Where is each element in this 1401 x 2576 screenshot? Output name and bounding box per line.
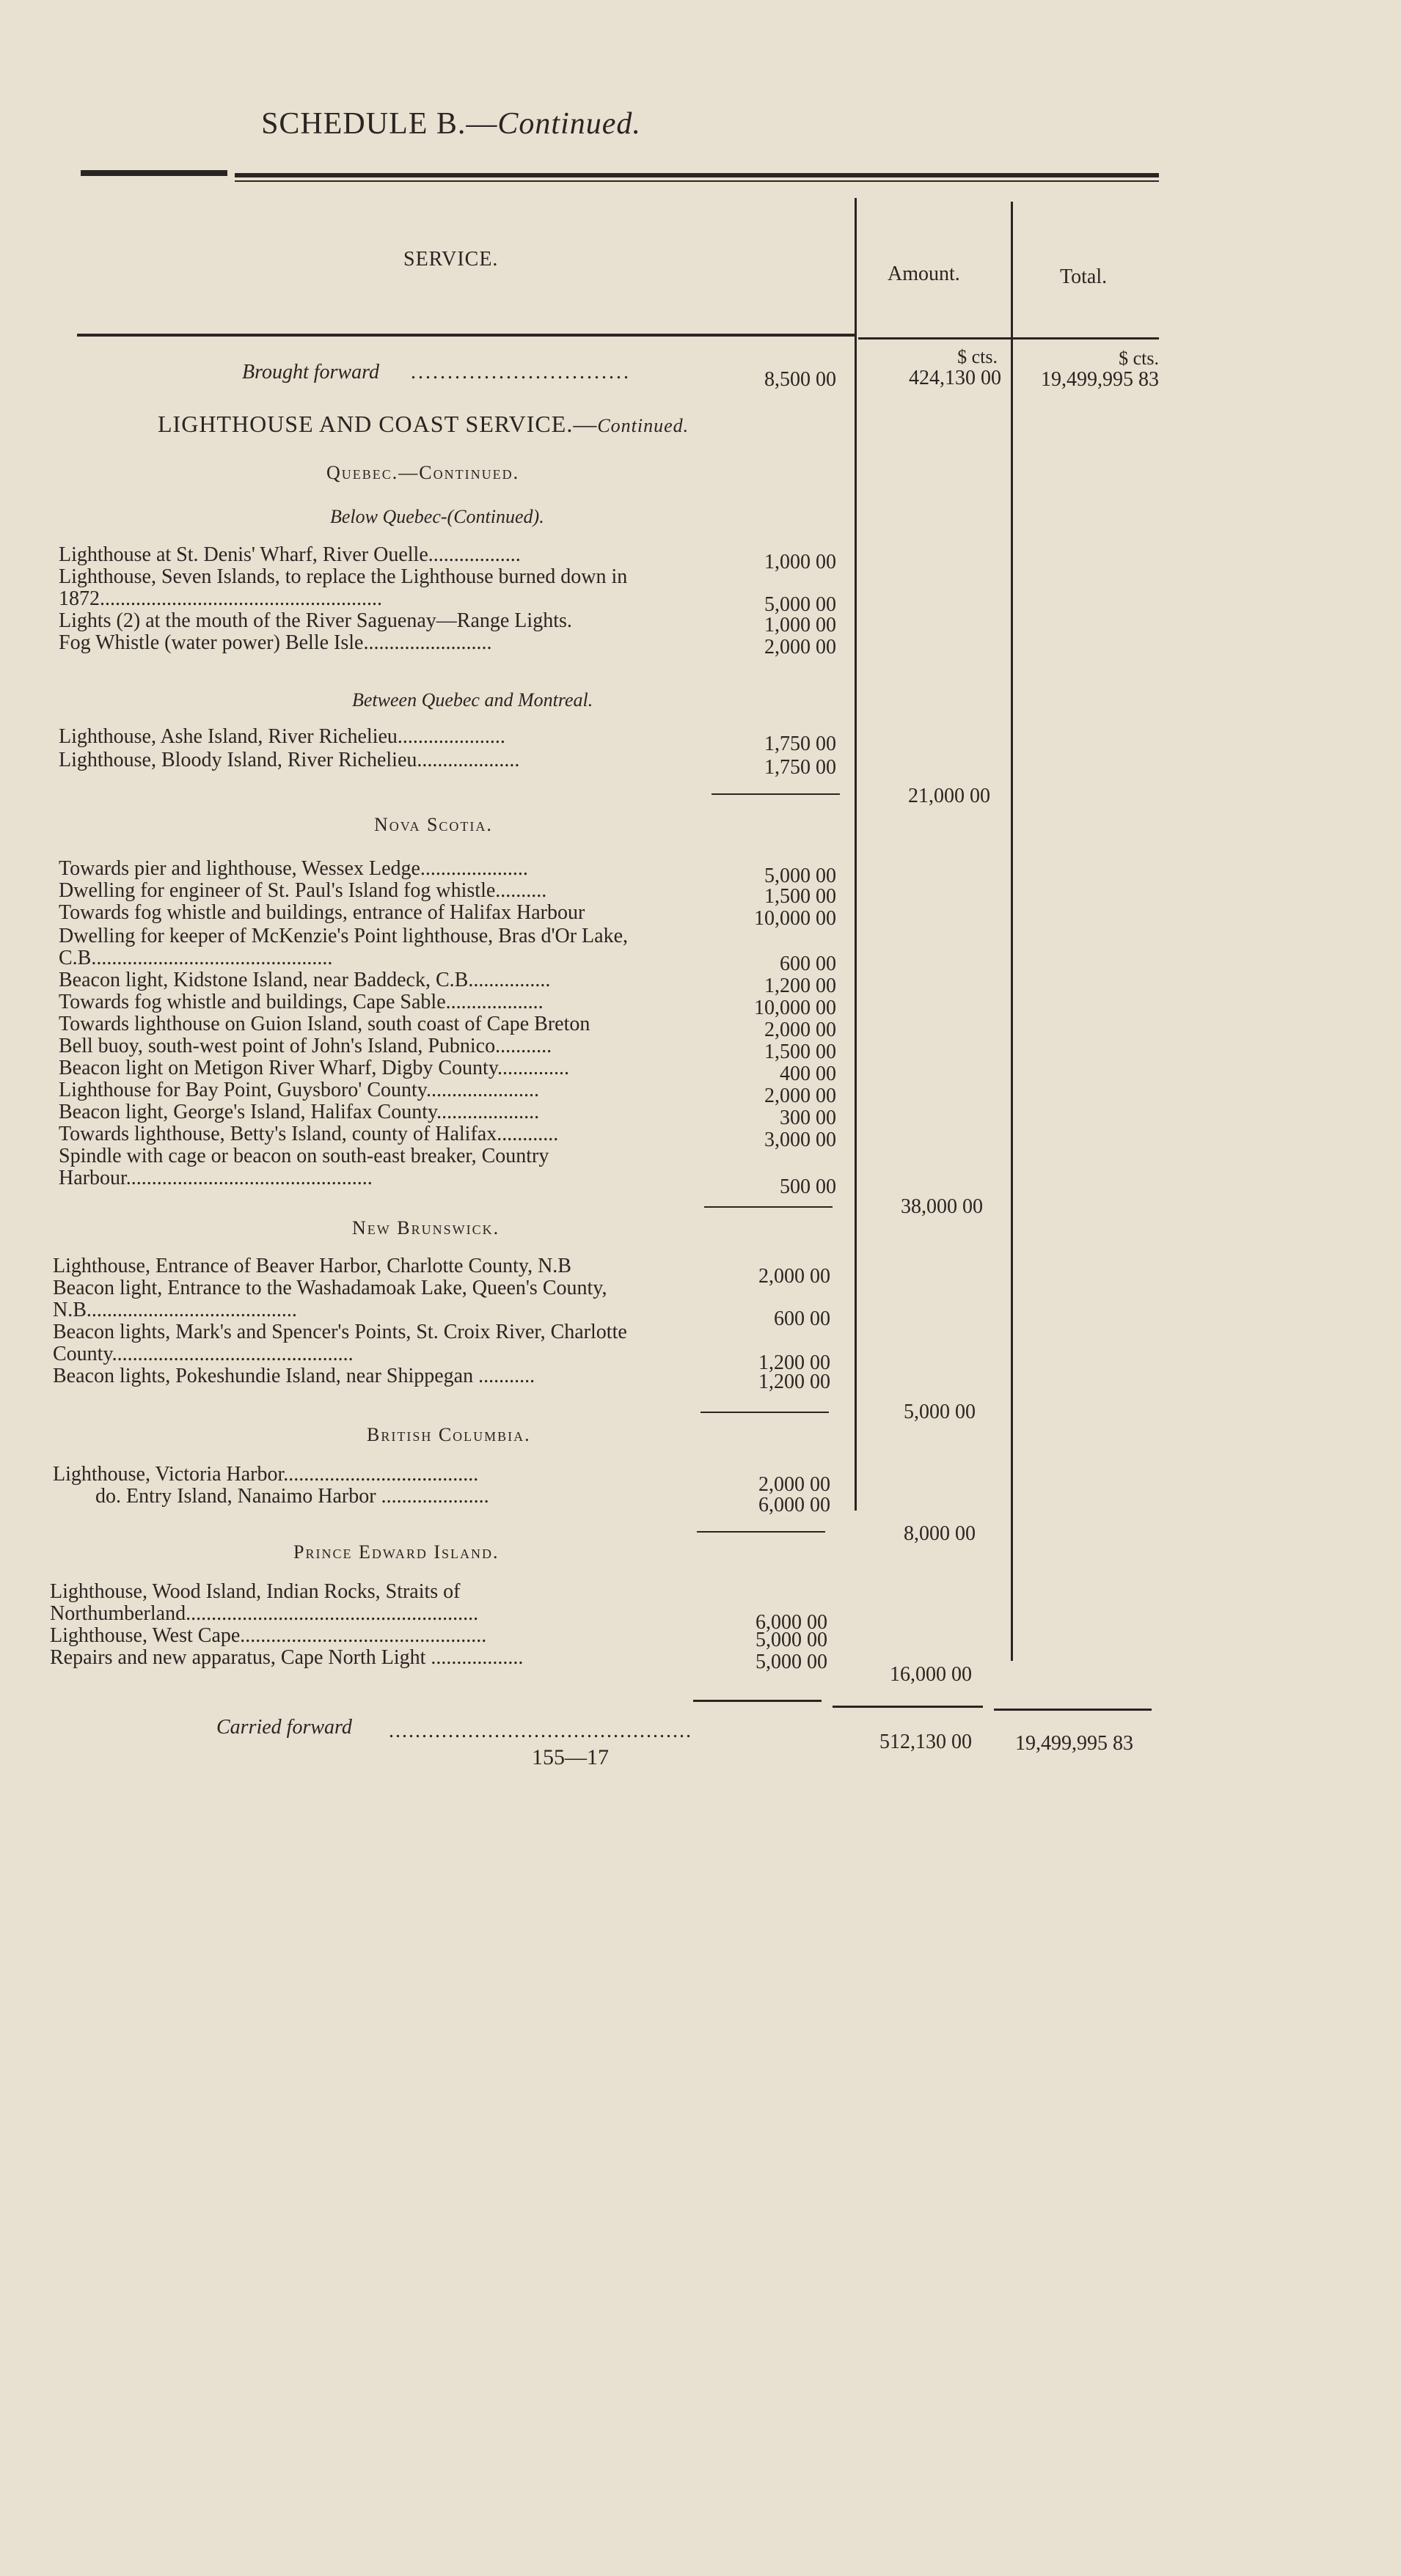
carried-forward-label: Carried forward (216, 1716, 352, 1739)
sum-british-columbia: 8,000 00 (904, 1522, 976, 1545)
header-amount: Amount. (888, 263, 960, 285)
row-amount: 1,750 00 (764, 756, 836, 779)
section-title-main: LIGHTHOUSE AND COAST SERVICE.— (158, 411, 598, 437)
brought-forward-dots: .............................. (411, 361, 631, 384)
row-desc: Towards lighthouse, Betty's Island, county of Halifax............ (59, 1123, 559, 1145)
heading-between: Between Quebec and Montreal. (352, 689, 593, 711)
row-desc: Lighthouse, West Cape................................................ (50, 1624, 487, 1647)
row-amount: 6,000 00 (758, 1494, 830, 1516)
row-desc: Repairs and new apparatus, Cape North Light .................. (50, 1646, 524, 1669)
table-row (59, 543, 836, 573)
amount-column-rule (855, 198, 857, 1511)
subtotal-rule (712, 793, 840, 795)
row-amount: 500 00 (780, 1175, 836, 1198)
top-rule-right (235, 173, 1159, 177)
page-number: 155—17 (532, 1745, 609, 1769)
row-desc: do. Entry Island, Nanaimo Harbor ..................... (95, 1485, 489, 1508)
row-amount: 6,000 00 (756, 1611, 827, 1634)
header-total: Total. (1060, 265, 1108, 288)
units-total: $ cts. (1119, 348, 1159, 369)
subtotal-rule (697, 1531, 825, 1533)
row-amount: 1,000 00 (764, 614, 836, 636)
top-rule-left (81, 170, 227, 176)
subtotal-rule (704, 1206, 833, 1208)
row-amount: 1,500 00 (764, 1041, 836, 1063)
heading-quebec: Quebec.—Continued. (326, 462, 520, 483)
row-desc: Lighthouse, Wood Island, Indian Rocks, Straits of Northumberland......................................................... (50, 1580, 479, 1625)
row-desc: Lighthouse, Seven Islands, to replace the Lighthouse burned down in 1872....................................................... (59, 565, 628, 610)
row-amount: 1,200 00 (758, 1351, 830, 1374)
title-italic: Continued. (497, 107, 641, 141)
header-rule-right (858, 337, 1159, 340)
row-amount: 5,000 00 (764, 593, 836, 616)
row-amount: 600 00 (774, 1307, 830, 1330)
row-desc: Spindle with cage or beacon on south-east breaker, Country Harbour................................................ (59, 1145, 549, 1189)
brought-forward-total: 19,499,995 83 (1041, 368, 1159, 391)
row-amount: 2,000 00 (758, 1473, 830, 1496)
row-amount: 400 00 (780, 1063, 836, 1085)
row-desc: Bell buoy, south-west point of John's Island, Pubnico........... (59, 1035, 552, 1057)
table-row (59, 725, 836, 755)
row-amount: 1,000 00 (764, 551, 836, 573)
row-desc: Beacon light on Metigon River Wharf, Digby County.............. (59, 1057, 570, 1079)
row-amount: 2,000 00 (764, 1085, 836, 1107)
sum-quebec: 21,000 00 (908, 785, 990, 807)
row-desc: Towards fog whistle and buildings, entrance of Halifax Harbour (59, 901, 585, 924)
table-row (59, 609, 836, 636)
section-title-italic: Continued. (597, 415, 689, 436)
row-amount: 2,000 00 (764, 636, 836, 658)
row-desc: Lighthouse at St. Denis' Wharf, River Ouelle.................. (59, 543, 521, 566)
row-amount: 5,000 00 (764, 865, 836, 887)
row-desc: Lighthouse for Bay Point, Guysboro' County...................... (59, 1079, 539, 1101)
row-desc: Beacon light, George's Island, Halifax County.................... (59, 1101, 540, 1123)
units-amount: $ cts. (957, 346, 998, 367)
row-amount: 1,200 00 (764, 975, 836, 997)
header-service: SERVICE. (403, 248, 499, 271)
brought-forward-sub: 8,500 00 (764, 368, 836, 391)
row-amount: 1,750 00 (764, 733, 836, 755)
sum-nova-scotia: 38,000 00 (901, 1195, 983, 1218)
row-amount: 10,000 00 (754, 997, 836, 1019)
heading-pei: Prince Edward Island. (293, 1541, 500, 1563)
row-desc: Beacon light, Kidstone Island, near Baddeck, C.B................ (59, 969, 551, 991)
row-amount: 3,000 00 (764, 1129, 836, 1151)
row-amount: 1,200 00 (758, 1370, 830, 1393)
header-rule (77, 334, 855, 337)
sum-new-brunswick: 5,000 00 (904, 1401, 976, 1423)
row-amount: 300 00 (780, 1107, 836, 1129)
row-desc: Beacon light, Entrance to the Washadamoak Lake, Queen's County, N.B......................................... (53, 1277, 607, 1321)
table-row (59, 631, 836, 658)
row-desc: Dwelling for engineer of St. Paul's Island fog whistle.......... (59, 879, 547, 902)
subtotal-rule (700, 1412, 829, 1413)
brought-forward-amount: 424,130 00 (909, 367, 1001, 389)
row-amount: 2,000 00 (764, 1019, 836, 1041)
brought-forward-label: Brought forward (242, 361, 379, 384)
section-title (158, 411, 689, 438)
row-desc: Towards pier and lighthouse, Wessex Ledge..................... (59, 857, 528, 880)
row-desc: Towards fog whistle and buildings, Cape Sable................... (59, 991, 544, 1013)
carried-forward-dots: .............................................. (389, 1720, 692, 1742)
heading-nova-scotia: Nova Scotia. (374, 814, 493, 835)
row-desc: Lights (2) at the mouth of the River Saguenay—Range Lights. (59, 609, 572, 632)
row-amount: 10,000 00 (754, 907, 836, 930)
page-title (0, 106, 902, 142)
row-desc: Beacon lights, Mark's and Spencer's Points, St. Croix River, Charlotte County............................................... (53, 1321, 627, 1365)
row-desc: Lighthouse, Bloody Island, River Richelieu.................... (59, 749, 520, 771)
top-rule-thin (235, 180, 1159, 182)
sum-pei: 16,000 00 (890, 1663, 972, 1686)
row-amount: 1,500 00 (764, 885, 836, 908)
carried-rule-sub (693, 1700, 822, 1702)
carried-rule-total (994, 1709, 1152, 1711)
title-main: SCHEDULE B.— (261, 107, 498, 141)
total-column-rule (1011, 202, 1013, 1661)
heading-british-columbia: British Columbia. (367, 1424, 531, 1445)
carried-forward-amount: 512,130 00 (879, 1731, 972, 1753)
row-desc: Towards lighthouse on Guion Island, south coast of Cape Breton (59, 1013, 590, 1035)
row-amount: 2,000 00 (758, 1265, 830, 1288)
heading-new-brunswick: New Brunswick. (352, 1217, 500, 1239)
carried-rule-amount (833, 1706, 983, 1708)
row-desc: Lighthouse, Victoria Harbor...................................... (53, 1463, 479, 1486)
row-desc: Fog Whistle (water power) Belle Isle......................... (59, 631, 492, 654)
table-row (59, 565, 836, 616)
row-amount: 600 00 (780, 953, 836, 975)
row-desc: Lighthouse, Entrance of Beaver Harbor, Charlotte County, N.B (53, 1255, 571, 1277)
row-amount: 5,000 00 (756, 1651, 827, 1673)
row-amount: 5,000 00 (756, 1629, 827, 1651)
heading-below-quebec: Below Quebec-(Continued). (330, 506, 544, 527)
carried-forward-total: 19,499,995 83 (1015, 1732, 1133, 1755)
row-desc: Lighthouse, Ashe Island, River Richelieu..................... (59, 725, 505, 748)
row-desc: Beacon lights, Pokeshundie Island, near Shippegan ........... (53, 1365, 535, 1387)
table-row (59, 749, 836, 779)
row-desc: Dwelling for keeper of McKenzie's Point lighthouse, Bras d'Or Lake, C.B............................................... (59, 925, 629, 969)
